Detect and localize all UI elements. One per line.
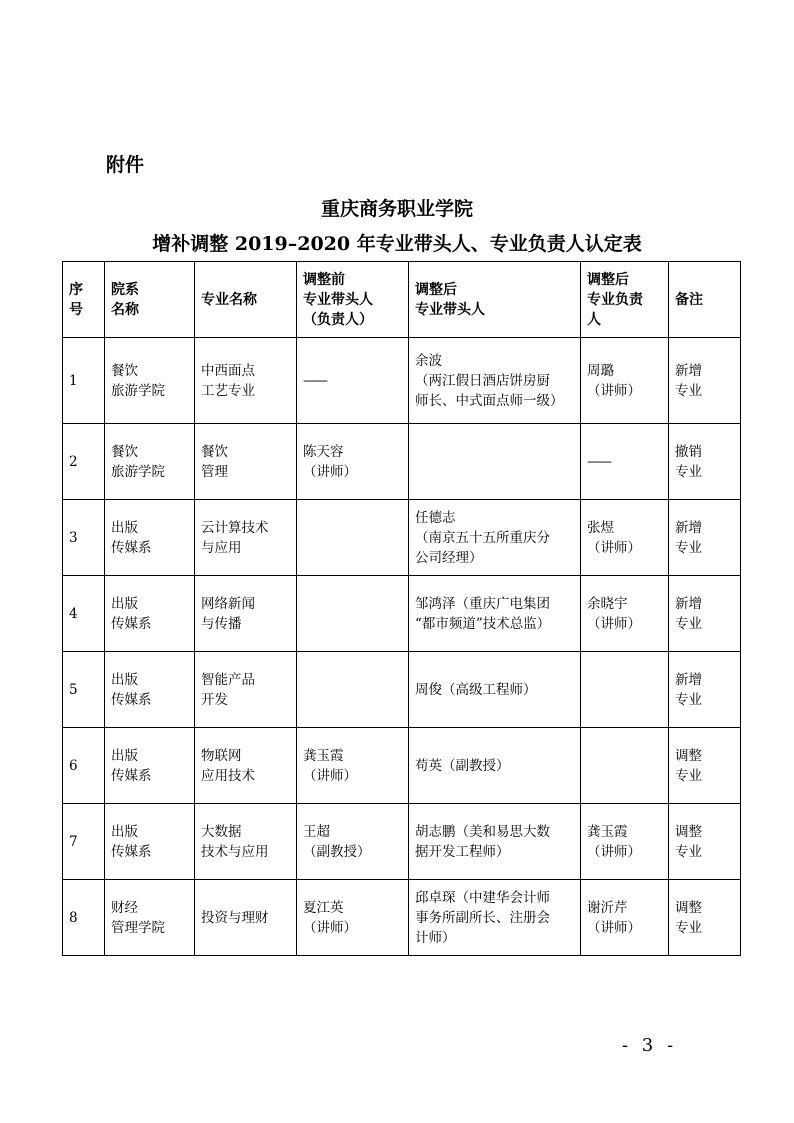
cell-line: 财经: [111, 899, 138, 916]
cell-line: 人: [587, 311, 601, 328]
cell-line: 公司经理）: [415, 549, 483, 566]
header-after-leader: [409, 262, 581, 338]
cell-line: 谢沂芹: [587, 899, 628, 916]
cell-line: 传媒系: [111, 615, 152, 632]
cell-line: （讲师）: [587, 615, 641, 632]
cell-line: 管理学院: [111, 919, 165, 936]
document-title: 重庆商务职业学院: [320, 198, 473, 220]
cell-line: 新增: [675, 362, 702, 379]
attachment-label: 附件: [106, 154, 145, 176]
cell-line: 周璐: [587, 362, 614, 379]
cell-note: [669, 652, 741, 728]
cell-note: [669, 338, 741, 424]
cell-line: 餐饮: [111, 362, 138, 379]
cell-line: 传媒系: [111, 767, 152, 784]
cell-line: 传媒系: [111, 539, 152, 556]
cell-dept: [105, 804, 195, 880]
cell-line: （讲师）: [587, 843, 641, 860]
cell-line: 智能产品: [201, 671, 255, 688]
table-row: [63, 576, 741, 652]
cell-dept: [105, 424, 195, 500]
cell-major: [195, 804, 297, 880]
cell-line: “都市频道”技术总监）: [415, 615, 551, 632]
cell-line: 调整后: [587, 271, 629, 288]
cell-seq: 2: [63, 424, 105, 500]
table-header-row: [63, 262, 741, 338]
cell-line: 据开发工程师）: [415, 843, 510, 860]
cell-seq: 3: [63, 500, 105, 576]
cell-line: 旅游学院: [111, 382, 165, 399]
cell-line: 新增: [675, 595, 702, 612]
cell-line: 龚玉霞: [587, 823, 628, 840]
header-dept: [105, 262, 195, 338]
cell-after-owner: [581, 576, 669, 652]
cell-line: 龚玉霞: [303, 747, 344, 764]
cell-line: 出版: [111, 519, 138, 536]
cell-after-leader: [409, 728, 581, 804]
cell-seq: 7: [63, 804, 105, 880]
cell-seq: 8: [63, 880, 105, 956]
cell-line: 苟英（副教授）: [415, 757, 510, 774]
cell-after-owner: [581, 424, 669, 500]
cell-line: ——: [303, 372, 326, 389]
cell-line: 餐饮: [111, 443, 138, 460]
cell-line: 专业带头人: [303, 291, 373, 308]
cell-line: 新增: [675, 519, 702, 536]
page-number: - 3 -: [622, 1035, 678, 1056]
cell-line: 物联网: [201, 747, 242, 764]
cell-line: 中西面点: [201, 362, 255, 379]
cell-line: 余波: [415, 352, 442, 369]
cell-line: 专业: [675, 691, 702, 708]
cell-line: 网络新闻: [201, 595, 255, 612]
cell-dept: [105, 652, 195, 728]
cell-line: （负责人）: [303, 311, 373, 328]
cell-before: [297, 652, 409, 728]
cell-note: [669, 880, 741, 956]
cell-line: 邱卓琛（中建华会计师: [415, 889, 550, 906]
cell-note: [669, 500, 741, 576]
cell-line: 专业: [675, 919, 702, 936]
cell-major: [195, 338, 297, 424]
appointment-table: [62, 261, 741, 956]
cell-line: 调整: [675, 899, 702, 916]
cell-line: ——: [587, 453, 610, 470]
cell-line: 撤销: [675, 443, 702, 460]
cell-after-leader: [409, 880, 581, 956]
cell-after-owner: [581, 500, 669, 576]
table-row: [63, 424, 741, 500]
cell-line: 传媒系: [111, 843, 152, 860]
cell-line: 工艺专业: [201, 382, 255, 399]
cell-after-leader: [409, 804, 581, 880]
cell-line: 调整: [675, 747, 702, 764]
cell-line: 邹鸿泽（重庆广电集团: [415, 595, 550, 612]
cell-line: （讲师）: [587, 919, 641, 936]
cell-after-owner: [581, 880, 669, 956]
cell-line: 专业带头人: [415, 301, 485, 318]
cell-line: 师长、中式面点师一级）: [415, 392, 564, 409]
table-row: [63, 804, 741, 880]
cell-line: （讲师）: [303, 919, 357, 936]
header-seq: [63, 262, 105, 338]
cell-line: 旅游学院: [111, 463, 165, 480]
cell-line: 调整: [675, 823, 702, 840]
cell-seq: 4: [63, 576, 105, 652]
cell-note: [669, 728, 741, 804]
cell-seq: 1: [63, 338, 105, 424]
cell-line: 云计算技术: [201, 519, 269, 536]
cell-after-owner: [581, 804, 669, 880]
cell-seq: 6: [63, 728, 105, 804]
cell-line: 事务所副所长、注册会: [415, 909, 550, 926]
cell-line: 序: [69, 281, 83, 298]
table-row: [63, 338, 741, 424]
cell-line: 专业: [675, 539, 702, 556]
cell-before: [297, 500, 409, 576]
cell-after-leader: [409, 338, 581, 424]
cell-line: （两江假日酒店饼房厨: [415, 372, 550, 389]
table-row: [63, 880, 741, 956]
cell-after-leader: [409, 500, 581, 576]
cell-line: 管理: [201, 463, 228, 480]
cell-line: 夏江英: [303, 899, 344, 916]
cell-line: （讲师）: [303, 463, 357, 480]
cell-line: （南京五十五所重庆分: [415, 529, 550, 546]
cell-line: 出版: [111, 747, 138, 764]
cell-line: 专业: [675, 463, 702, 480]
cell-line: 出版: [111, 671, 138, 688]
cell-line: 出版: [111, 595, 138, 612]
cell-line: 出版: [111, 823, 138, 840]
header-major: 专业名称: [195, 262, 297, 338]
header-before: [297, 262, 409, 338]
cell-line: 与应用: [201, 539, 242, 556]
cell-line: 调整后: [415, 281, 457, 298]
cell-major: [195, 652, 297, 728]
cell-line: 王超: [303, 823, 330, 840]
header-after-owner: [581, 262, 669, 338]
table-row: [63, 500, 741, 576]
cell-line: 号: [69, 301, 83, 318]
cell-line: 投资与理财: [201, 909, 269, 926]
cell-line: 专业: [675, 615, 702, 632]
cell-after-owner: [581, 728, 669, 804]
cell-line: 周俊（高级工程师）: [415, 681, 537, 698]
cell-line: 陈天容: [303, 443, 344, 460]
cell-line: （讲师）: [587, 382, 641, 399]
cell-before: [297, 880, 409, 956]
cell-line: 传媒系: [111, 691, 152, 708]
cell-dept: [105, 338, 195, 424]
cell-dept: [105, 880, 195, 956]
cell-dept: [105, 576, 195, 652]
cell-line: （讲师）: [587, 539, 641, 556]
cell-before: [297, 424, 409, 500]
cell-line: 新增: [675, 671, 702, 688]
cell-before: [297, 576, 409, 652]
cell-seq: 5: [63, 652, 105, 728]
cell-line: 院系: [111, 281, 139, 298]
cell-before: [297, 728, 409, 804]
cell-line: 余晓宇: [587, 595, 628, 612]
cell-line: 专业: [675, 843, 702, 860]
table-row: [63, 652, 741, 728]
cell-after-owner: [581, 338, 669, 424]
cell-line: 开发: [201, 691, 228, 708]
cell-line: 餐饮: [201, 443, 228, 460]
cell-line: （副教授）: [303, 843, 371, 860]
header-note: 备注: [669, 262, 741, 338]
cell-note: [669, 576, 741, 652]
cell-line: 调整前: [303, 271, 345, 288]
cell-dept: [105, 728, 195, 804]
cell-line: 专业: [675, 382, 702, 399]
cell-after-leader: [409, 424, 581, 500]
cell-major: [195, 880, 297, 956]
cell-line: 应用技术: [201, 767, 255, 784]
cell-major: [195, 728, 297, 804]
table-row: [63, 728, 741, 804]
cell-line: （讲师）: [303, 767, 357, 784]
cell-before: [297, 338, 409, 424]
document-subtitle: 增补调整 2019–2020 年专业带头人、专业负责人认定表: [152, 233, 642, 255]
cell-after-leader: [409, 652, 581, 728]
cell-line: 名称: [111, 301, 139, 318]
cell-major: [195, 424, 297, 500]
cell-before: [297, 804, 409, 880]
cell-line: 专业: [675, 767, 702, 784]
cell-after-owner: [581, 652, 669, 728]
cell-line: 技术与应用: [201, 843, 269, 860]
cell-line: 与传播: [201, 615, 242, 632]
cell-line: 任德志: [415, 509, 456, 526]
cell-dept: [105, 500, 195, 576]
cell-note: [669, 424, 741, 500]
cell-line: 计师）: [415, 929, 456, 946]
cell-major: [195, 576, 297, 652]
cell-line: 张煜: [587, 519, 614, 536]
cell-line: 胡志鹏（美和易思大数: [415, 823, 550, 840]
cell-after-leader: [409, 576, 581, 652]
cell-note: [669, 804, 741, 880]
cell-line: 大数据: [201, 823, 242, 840]
cell-major: [195, 500, 297, 576]
cell-line: 专业负责: [587, 291, 643, 308]
